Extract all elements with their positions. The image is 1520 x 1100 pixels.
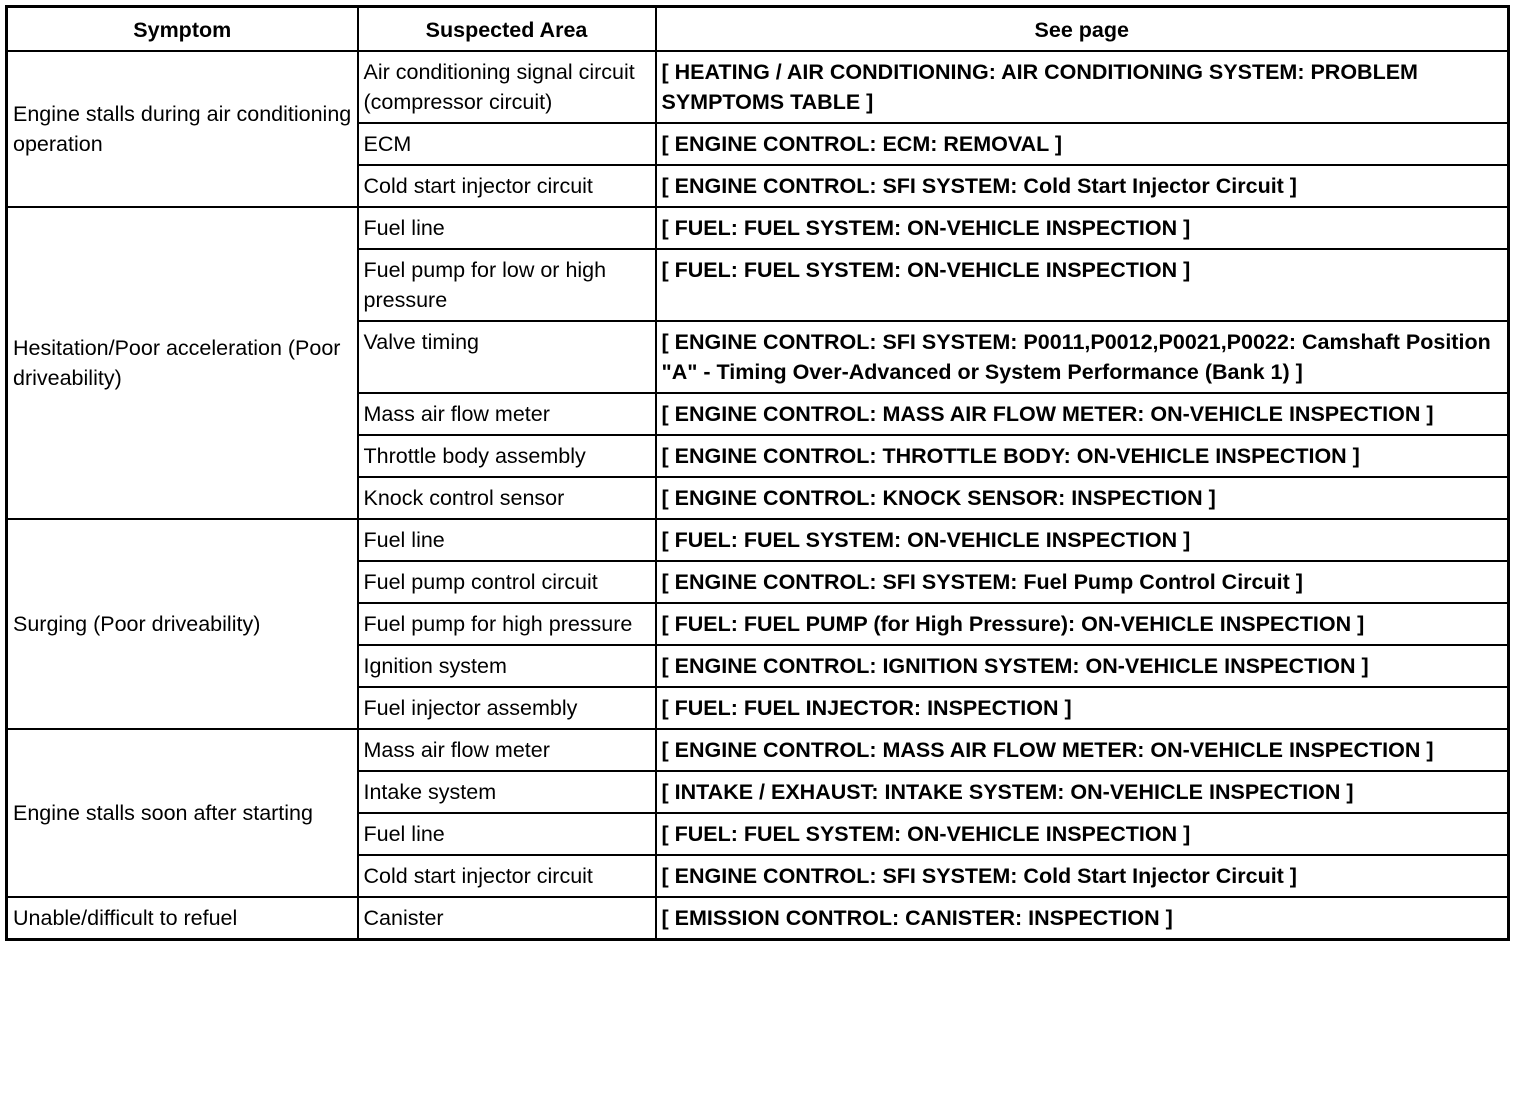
see-page-link[interactable]: [ INTAKE / EXHAUST: INTAKE SYSTEM: ON-VEHICLE INSPECTION ]	[656, 771, 1509, 813]
see-page-link[interactable]: [ ENGINE CONTROL: IGNITION SYSTEM: ON-VEHICLE INSPECTION ]	[656, 645, 1509, 687]
see-page-link[interactable]: [ ENGINE CONTROL: SFI SYSTEM: Cold Start Injector Circuit ]	[656, 855, 1509, 897]
suspected-area-cell: Fuel line	[358, 813, 656, 855]
see-page-link[interactable]: [ FUEL: FUEL SYSTEM: ON-VEHICLE INSPECTION ]	[656, 249, 1509, 321]
header-suspected-area: Suspected Area	[358, 7, 656, 52]
suspected-area-cell: Fuel pump for high pressure	[358, 603, 656, 645]
symptom-cell: Engine stalls soon after starting	[7, 729, 358, 897]
see-page-link[interactable]: [ ENGINE CONTROL: SFI SYSTEM: P0011,P0012,P0021,P0022: Camshaft Position "A" - Timing Over-Advanced or System Performance (Bank 1) ]	[656, 321, 1509, 393]
suspected-area-cell: Knock control sensor	[358, 477, 656, 519]
table-row	[7, 519, 1509, 561]
suspected-area-cell: Fuel line	[358, 207, 656, 249]
table-row	[7, 207, 1509, 249]
suspected-area-cell: Fuel pump for low or high pressure	[358, 249, 656, 321]
suspected-area-cell: Cold start injector circuit	[358, 165, 656, 207]
problem-symptoms-table-wrapper	[5, 5, 1507, 941]
table-body	[7, 51, 1509, 940]
see-page-link[interactable]: [ ENGINE CONTROL: SFI SYSTEM: Fuel Pump Control Circuit ]	[656, 561, 1509, 603]
symptom-cell: Unable/difficult to refuel	[7, 897, 358, 940]
suspected-area-cell: ECM	[358, 123, 656, 165]
see-page-link[interactable]: [ FUEL: FUEL PUMP (for High Pressure): ON-VEHICLE INSPECTION ]	[656, 603, 1509, 645]
suspected-area-cell: Mass air flow meter	[358, 729, 656, 771]
see-page-link[interactable]: [ FUEL: FUEL SYSTEM: ON-VEHICLE INSPECTION ]	[656, 519, 1509, 561]
see-page-link[interactable]: [ EMISSION CONTROL: CANISTER: INSPECTION ]	[656, 897, 1509, 940]
see-page-link[interactable]: [ ENGINE CONTROL: KNOCK SENSOR: INSPECTION ]	[656, 477, 1509, 519]
suspected-area-cell: Valve timing	[358, 321, 656, 393]
suspected-area-cell: Throttle body assembly	[358, 435, 656, 477]
symptom-cell: Surging (Poor driveability)	[7, 519, 358, 729]
suspected-area-cell: Air conditioning signal circuit (compressor circuit)	[358, 51, 656, 123]
header-symptom: Symptom	[7, 7, 358, 52]
table-row	[7, 51, 1509, 123]
see-page-link[interactable]: [ ENGINE CONTROL: MASS AIR FLOW METER: ON-VEHICLE INSPECTION ]	[656, 393, 1509, 435]
see-page-link[interactable]: [ ENGINE CONTROL: SFI SYSTEM: Cold Start Injector Circuit ]	[656, 165, 1509, 207]
header-see-page: See page	[656, 7, 1509, 52]
suspected-area-cell: Canister	[358, 897, 656, 940]
suspected-area-cell: Fuel line	[358, 519, 656, 561]
suspected-area-cell: Fuel pump control circuit	[358, 561, 656, 603]
table-header-row	[7, 7, 1509, 52]
suspected-area-cell: Intake system	[358, 771, 656, 813]
see-page-link[interactable]: [ ENGINE CONTROL: MASS AIR FLOW METER: ON-VEHICLE INSPECTION ]	[656, 729, 1509, 771]
see-page-link[interactable]: [ ENGINE CONTROL: ECM: REMOVAL ]	[656, 123, 1509, 165]
suspected-area-cell: Mass air flow meter	[358, 393, 656, 435]
table-row	[7, 897, 1509, 940]
table-row	[7, 729, 1509, 771]
suspected-area-cell: Fuel injector assembly	[358, 687, 656, 729]
see-page-link[interactable]: [ FUEL: FUEL SYSTEM: ON-VEHICLE INSPECTION ]	[656, 813, 1509, 855]
see-page-link[interactable]: [ HEATING / AIR CONDITIONING: AIR CONDITIONING SYSTEM: PROBLEM SYMPTOMS TABLE ]	[656, 51, 1509, 123]
symptom-cell: Hesitation/Poor acceleration (Poor driveability)	[7, 207, 358, 519]
suspected-area-cell: Ignition system	[358, 645, 656, 687]
suspected-area-cell: Cold start injector circuit	[358, 855, 656, 897]
problem-symptoms-table	[5, 5, 1510, 941]
see-page-link[interactable]: [ FUEL: FUEL SYSTEM: ON-VEHICLE INSPECTION ]	[656, 207, 1509, 249]
see-page-link[interactable]: [ FUEL: FUEL INJECTOR: INSPECTION ]	[656, 687, 1509, 729]
symptom-cell: Engine stalls during air conditioning operation	[7, 51, 358, 207]
see-page-link[interactable]: [ ENGINE CONTROL: THROTTLE BODY: ON-VEHICLE INSPECTION ]	[656, 435, 1509, 477]
